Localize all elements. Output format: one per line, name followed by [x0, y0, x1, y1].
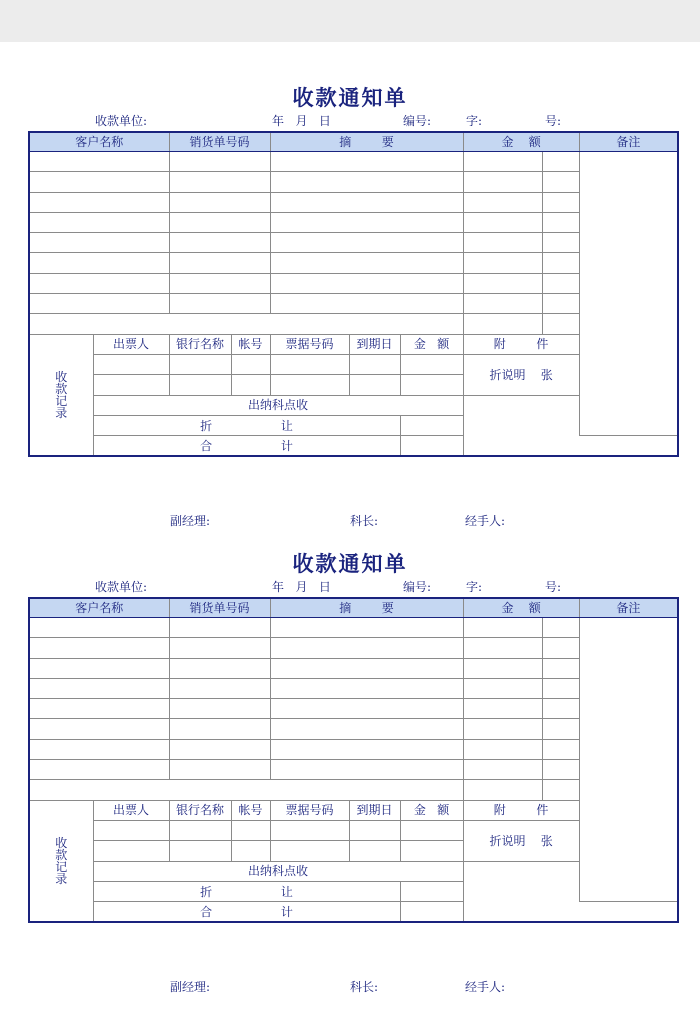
total-label: 合 计 — [93, 902, 400, 923]
cashier-label: 出纳科点收 — [93, 861, 463, 881]
bank-label: 银行名称 — [169, 800, 231, 820]
handler-label: 经手人: — [465, 980, 506, 994]
unit-label: 收款单位: — [95, 580, 148, 594]
remark-cell[interactable] — [579, 152, 678, 436]
header-row — [29, 132, 678, 152]
date-label: 年 月 日 — [272, 114, 331, 128]
header-sales-no: 销货单号码 — [169, 132, 270, 152]
bill-no-label: 票据号码 — [270, 334, 349, 354]
discount-label: 折 让 — [93, 415, 400, 435]
drawer-label: 出票人 — [93, 334, 169, 354]
remark-cell[interactable] — [579, 618, 678, 902]
attachment-note: 折说明 张 — [463, 354, 579, 395]
header-remark: 备注 — [579, 598, 678, 618]
collection-record-label: 收 款 记 录 — [29, 800, 93, 922]
header-summary: 摘 要 — [270, 132, 463, 152]
hao-label: 号: — [545, 114, 562, 128]
form-title: 收款通知单 — [292, 551, 408, 576]
header-customer: 客户名称 — [29, 132, 169, 152]
hao-label: 号: — [545, 580, 562, 594]
collection-amount-label: 金 额 — [400, 800, 463, 820]
number-label: 编号: — [403, 114, 432, 128]
table-row — [29, 152, 678, 172]
header-amount: 金 额 — [463, 598, 579, 618]
account-label: 帐号 — [231, 800, 270, 820]
drawer-label: 出票人 — [93, 800, 169, 820]
bank-label: 银行名称 — [169, 334, 231, 354]
deputy-manager-label: 副经理: — [170, 514, 211, 528]
cashier-row — [29, 395, 678, 415]
char-label: 字: — [466, 114, 483, 128]
discount-label: 折 让 — [93, 881, 400, 901]
collection-amount-label: 金 额 — [400, 334, 463, 354]
total-label: 合 计 — [93, 436, 400, 457]
deputy-manager-label: 副经理: — [170, 980, 211, 994]
receipt-notice-form — [0, 82, 700, 552]
collection-record-label: 收 款 记 录 — [29, 334, 93, 456]
handler-label: 经手人: — [465, 514, 506, 528]
date-label: 年 月 日 — [272, 580, 331, 594]
attachment-label: 附 件 — [463, 334, 579, 354]
section-chief-label: 科长: — [350, 980, 379, 994]
receipt-table — [28, 597, 679, 923]
table-row — [29, 618, 678, 638]
receipt-table — [28, 131, 679, 457]
section-chief-label: 科长: — [350, 514, 379, 528]
header-summary: 摘 要 — [270, 598, 463, 618]
header-sales-no: 销货单号码 — [169, 598, 270, 618]
due-label: 到期日 — [349, 334, 400, 354]
cashier-row — [29, 861, 678, 881]
header-amount: 金 额 — [463, 132, 579, 152]
unit-label: 收款单位: — [95, 114, 148, 128]
header-row — [29, 598, 678, 618]
header-customer: 客户名称 — [29, 598, 169, 618]
header-remark: 备注 — [579, 132, 678, 152]
top-bar — [0, 0, 700, 42]
attachment-label: 附 件 — [463, 800, 579, 820]
char-label: 字: — [466, 580, 483, 594]
due-label: 到期日 — [349, 800, 400, 820]
receipt-notice-form — [0, 548, 700, 1018]
number-label: 编号: — [403, 580, 432, 594]
account-label: 帐号 — [231, 334, 270, 354]
form-title: 收款通知单 — [292, 85, 408, 110]
bill-no-label: 票据号码 — [270, 800, 349, 820]
cashier-label: 出纳科点收 — [93, 395, 463, 415]
attachment-note: 折说明 张 — [463, 820, 579, 861]
